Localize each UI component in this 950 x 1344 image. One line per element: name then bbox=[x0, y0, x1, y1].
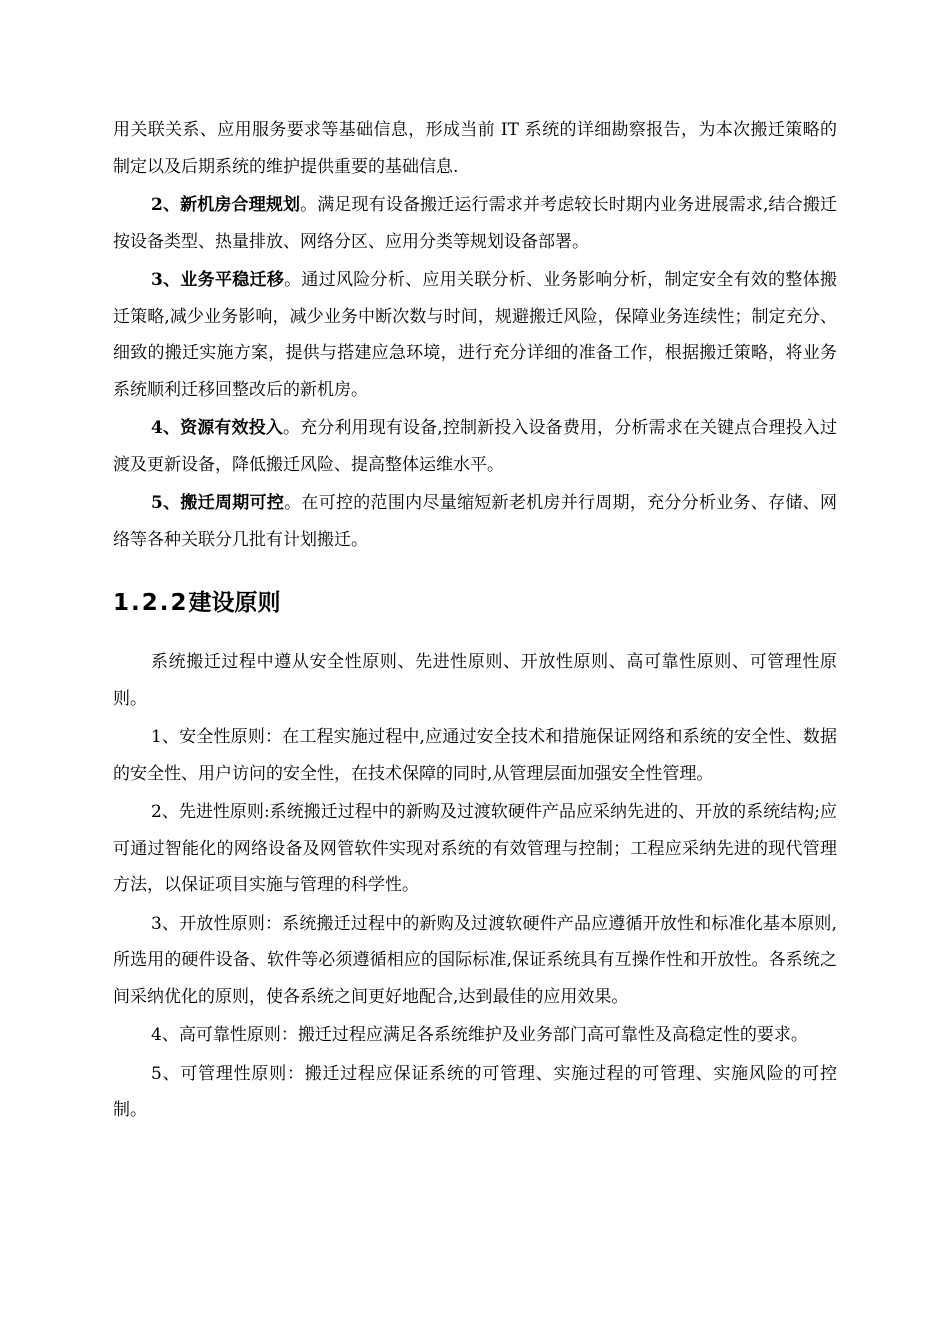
paragraph-advanced-principle bbox=[113, 794, 837, 904]
paragraph-text: 。满足现有设备搬迁运行需求并考虑较长时期内业务进展需求,结合搬迁按设备类型、热量排放、网络分区、应用分类等规划设备部署。 bbox=[113, 195, 837, 252]
section-title: 建设原则 bbox=[188, 590, 281, 616]
paragraph-resource-investment bbox=[113, 410, 837, 483]
paragraph-migration-cycle bbox=[113, 485, 837, 558]
paragraph-text: 3、开放性原则：系统搬迁过程中的新购及过渡软硬件产品应遵循开放性和标准化基本原则,所选用的硬件设备、软件等必须遵循相应的国际标准,保证系统具有互操作性和开放性。各系统之间采纳优化的原则，使各系统之间更好地配合,达到最佳的应用效果。 bbox=[113, 913, 837, 1007]
paragraph-openness-principle bbox=[113, 906, 837, 1016]
paragraph-reliability-principle bbox=[113, 1017, 837, 1054]
paragraph-business-migration bbox=[113, 262, 837, 408]
paragraph-lead: 4、资源有效投入 bbox=[151, 418, 283, 438]
paragraph-text: 5、可管理性原则：搬迁过程应保证系统的可管理、实施过程的可管理、实施风险的可控制。 bbox=[113, 1063, 837, 1120]
paragraph-text: 。在可控的范围内尽量缩短新老机房并行周期，充分分析业务、存储、网络等各种关联分几批有计划搬迁。 bbox=[113, 493, 837, 550]
section-number: 1.2.2 bbox=[113, 590, 189, 616]
paragraph-lead: 3、业务平稳迁移 bbox=[151, 270, 285, 290]
paragraph-manageability-principle bbox=[113, 1056, 837, 1129]
paragraph-lead: 5、搬迁周期可控 bbox=[151, 493, 285, 513]
paragraph-text: 1、安全性原则：在工程实施过程中,应通过安全技术和措施保证网络和系统的安全性、数据的安全性、用户访问的安全性，在技术保障的同时,从管理层面加强安全性管理。 bbox=[113, 727, 837, 784]
paragraph-principles-intro bbox=[113, 644, 837, 717]
paragraph-text: 。通过风险分析、应用关联分析、业务影响分析，制定安全有效的整体搬迁策略,减少业务影响，减少业务中断次数与时间，规避搬迁风险，保障业务连续性；制定充分、细致的搬迁实施方案，提供与搭建应急环境，进行充分详细的准备工作，根据搬迁策略，将业务系统顺利迁移回整改后的新机房。 bbox=[113, 270, 837, 400]
paragraph-text: 2、先进性原则:系统搬迁过程中的新购及过渡软硬件产品应采纳先进的、开放的系统结构;应可通过智能化的网络设备及网管软件实现对系统的有效管理与控制；工程应采纳先进的现代管理方法，以保证项目实施与管理的科学性。 bbox=[113, 802, 837, 895]
paragraph-continuation bbox=[113, 112, 837, 185]
paragraph-text: 系统搬迁过程中遵从安全性原则、先进性原则、开放性原则、高可靠性原则、可管理性原则。 bbox=[113, 652, 837, 709]
paragraph-text: 4、高可靠性原则：搬迁过程应满足各系统维护及业务部门高可靠性及高稳定性的要求。 bbox=[151, 1025, 808, 1045]
paragraph-text: 。充分利用现有设备,控制新投入设备费用，分析需求在关键点合理投入过渡及更新设备，降低搬迁风险、提高整体运维水平。 bbox=[113, 418, 837, 475]
paragraph-security-principle bbox=[113, 719, 837, 792]
paragraph-lead: 2、新机房合理规划 bbox=[151, 195, 301, 215]
document-body bbox=[113, 112, 837, 1129]
paragraph-text: 用关联关系、应用服务要求等基础信息，形成当前 IT 系统的详细勘察报告，为本次搬迁策略的制定以及后期系统的维护提供重要的基础信息. bbox=[113, 120, 837, 177]
paragraph-new-room-planning bbox=[113, 187, 837, 260]
section-heading bbox=[113, 588, 837, 618]
